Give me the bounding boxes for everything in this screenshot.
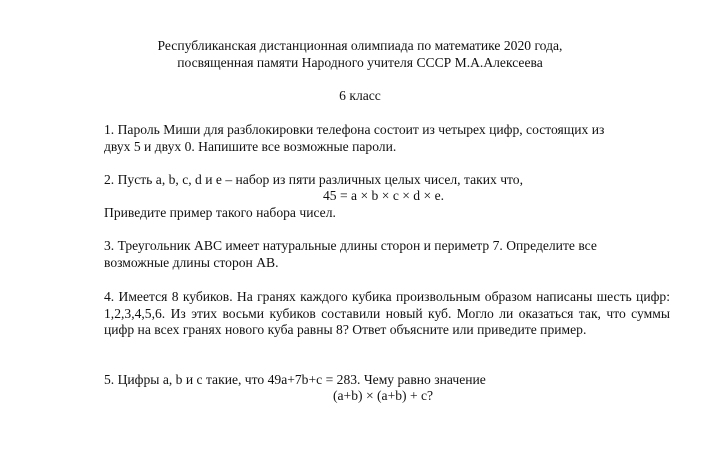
problem-2-line-2: Приведите пример такого набора чисел. [104,205,336,220]
problem-1-line-1: 1. Пароль Миши для разблокировки телефона состоит из четырех цифр, состоящих из [104,122,605,137]
problem-2-line-1: 2. Пусть a, b, c, d и e – набор из пяти различных целых чисел, таких что, [104,172,523,187]
problem-3-line-1: 3. Треугольник ABC имеет натуральные длины сторон и периметр 7. Определите все [104,238,597,253]
problem-5-formula: (a+b) × (a+b) + c? [333,388,434,403]
problem-2-formula: 45 = a × b × c × d × e. [323,188,445,203]
problem-3-line-2: возможные длины сторон AB. [104,255,279,270]
title-line-2: посвященная памяти Народного учителя СССР М.А.Алексеева [177,55,543,70]
problem-4-text: 4. Имеется 8 кубиков. На гранях каждого кубика произвольным образом написаны шесть цифр: 1,2,3,4,5,6. Из этих восьми кубиков составили новый куб. Могло ли оказаться так, что суммы цифр на всех гранях нового куба равны 8? Ответ объясните или приведите пример. [104,289,670,338]
grade-label: 6 класс [339,88,381,103]
title-line-1: Республиканская дистанционная олимпиада по математике 2020 года, [157,38,563,53]
problem-1-line-2: двух 5 и двух 0. Напишите все возможные пароли. [104,139,397,154]
problem-5-line-1: 5. Цифры a, b и c такие, что 49a+7b+c = 283. Чему равно значение [104,372,486,387]
